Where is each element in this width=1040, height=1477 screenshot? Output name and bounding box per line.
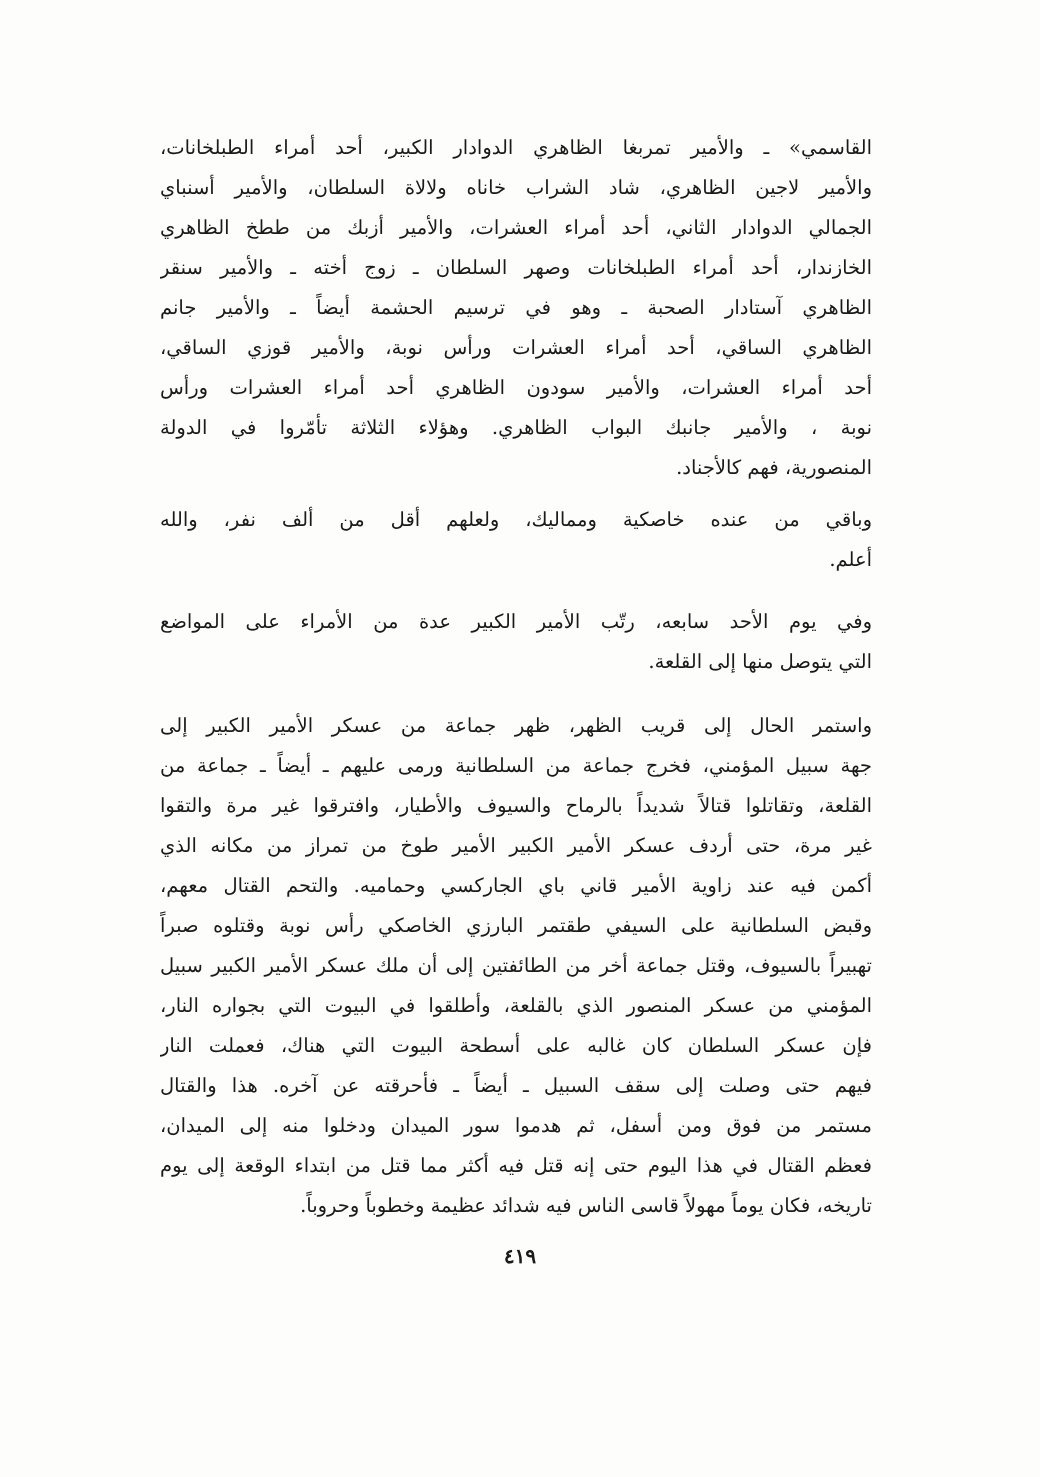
text-line: تاريخه، فكان يوماً مهولاً قاسى الناس فيه شدائد عظيمة وخطوباً وحروباً. [300, 1194, 872, 1217]
text-line: الظاهري الساقي، أحد أمراء العشرات ورأس نوبة، والأمير قوزي الساقي، [160, 336, 872, 359]
text-line: جهة سبيل المؤمني، فخرج جماعة من السلطانية ورمى عليهم ـ أيضاً ـ جماعة من [160, 754, 872, 777]
text-line: فعظم القتال في هذا اليوم حتى إنه قتل فيه أكثر مما قتل من ابتداء الوقعة إلى يوم [160, 1154, 872, 1177]
body-text [160, 128, 872, 1226]
paragraph-3 [160, 602, 872, 682]
paragraph-2 [160, 500, 872, 580]
paragraph-gap [160, 580, 872, 602]
text-line: وباقي من عنده خاصكية ومماليك، ولعلهم أقل من ألف نفر، والله [160, 508, 872, 531]
text-line: أعلم. [829, 548, 872, 571]
text-line: المؤمني من عسكر المنصور الذي بالقلعة، وأطلقوا في البيوت التي بجواره النار، [160, 994, 872, 1017]
text-line: واستمر الحال إلى قريب الظهر، ظهر جماعة من عسكر الأمير الكبير إلى [160, 714, 872, 737]
paragraph-4 [160, 706, 872, 1226]
text-line: أكمن فيه عند زاوية الأمير قاني باي الجاركسي وحماميه. والتحم القتال معهم، [160, 874, 872, 897]
paragraph-gap [160, 488, 872, 500]
text-line: والأمير لاجين الظاهري، شاد الشراب خاناه ولالاة السلطان، والأمير أسنباي [160, 176, 872, 199]
text-line: الجمالي الدوادار الثاني، أحد أمراء العشرات، والأمير أزبك من ططخ الظاهري [160, 216, 872, 239]
text-line: فإن عسكر السلطان كان غالبه على أسطحة البيوت التي هناك، فعملت النار [160, 1034, 872, 1057]
text-line: القاسمي» ـ والأمير تمربغا الظاهري الدوادار الكبير، أحد أمراء الطبلخانات، [160, 136, 872, 159]
text-line: فيهم حتى وصلت إلى سقف السبيل ـ أيضاً ـ فأحرقته عن آخره. هذا والقتال [160, 1074, 872, 1097]
paragraph-gap [160, 682, 872, 706]
paragraph-1 [160, 128, 872, 488]
text-line: الظاهري آستادار الصحبة ـ وهو في ترسيم الحشمة أيضاً ـ والأمير جانم [160, 296, 872, 319]
text-line: وقبض السلطانية على السيفي طقتمر البارزي الخاصكي رأس نوبة وقتلوه صبراً [160, 914, 872, 937]
text-line: نوبة ، والأمير جانبك البواب الظاهري. وهؤلاء الثلاثة تأمّروا في الدولة [160, 416, 872, 439]
text-line: تهبيراً بالسيوف، وقتل جماعة أخر من الطائفتين إلى أن ملك عسكر الأمير الكبير سبيل [160, 954, 872, 977]
text-line: مستمر من فوق ومن أسفل، ثم هدموا سور الميدان ودخلوا منه إلى الميدان، [160, 1114, 872, 1137]
text-line: المنصورية، فهم كالأجناد. [676, 456, 872, 479]
text-line: القلعة، وتقاتلوا قتالاً شديداً بالرماح والسيوف والأطيار، وافترقوا غير مرة والتقوا [160, 794, 872, 817]
page-number: ٤١٩ [503, 1244, 537, 1268]
text-line: وفي يوم الأحد سابعه، رتّب الأمير الكبير عدة من الأمراء على المواضع [160, 610, 872, 633]
text-line: الخازندار، أحد أمراء الطبلخانات وصهر السلطان ـ زوج أخته ـ والأمير سنقر [160, 256, 872, 279]
text-line: أحد أمراء العشرات، والأمير سودون الظاهري أحد أمراء العشرات ورأس [160, 376, 872, 399]
text-line: التي يتوصل منها إلى القلعة. [648, 650, 872, 673]
text-line: غير مرة، حتى أردف عسكر الأمير الكبير الأمير طوخ من تمراز من مكانه الذي [160, 834, 872, 857]
